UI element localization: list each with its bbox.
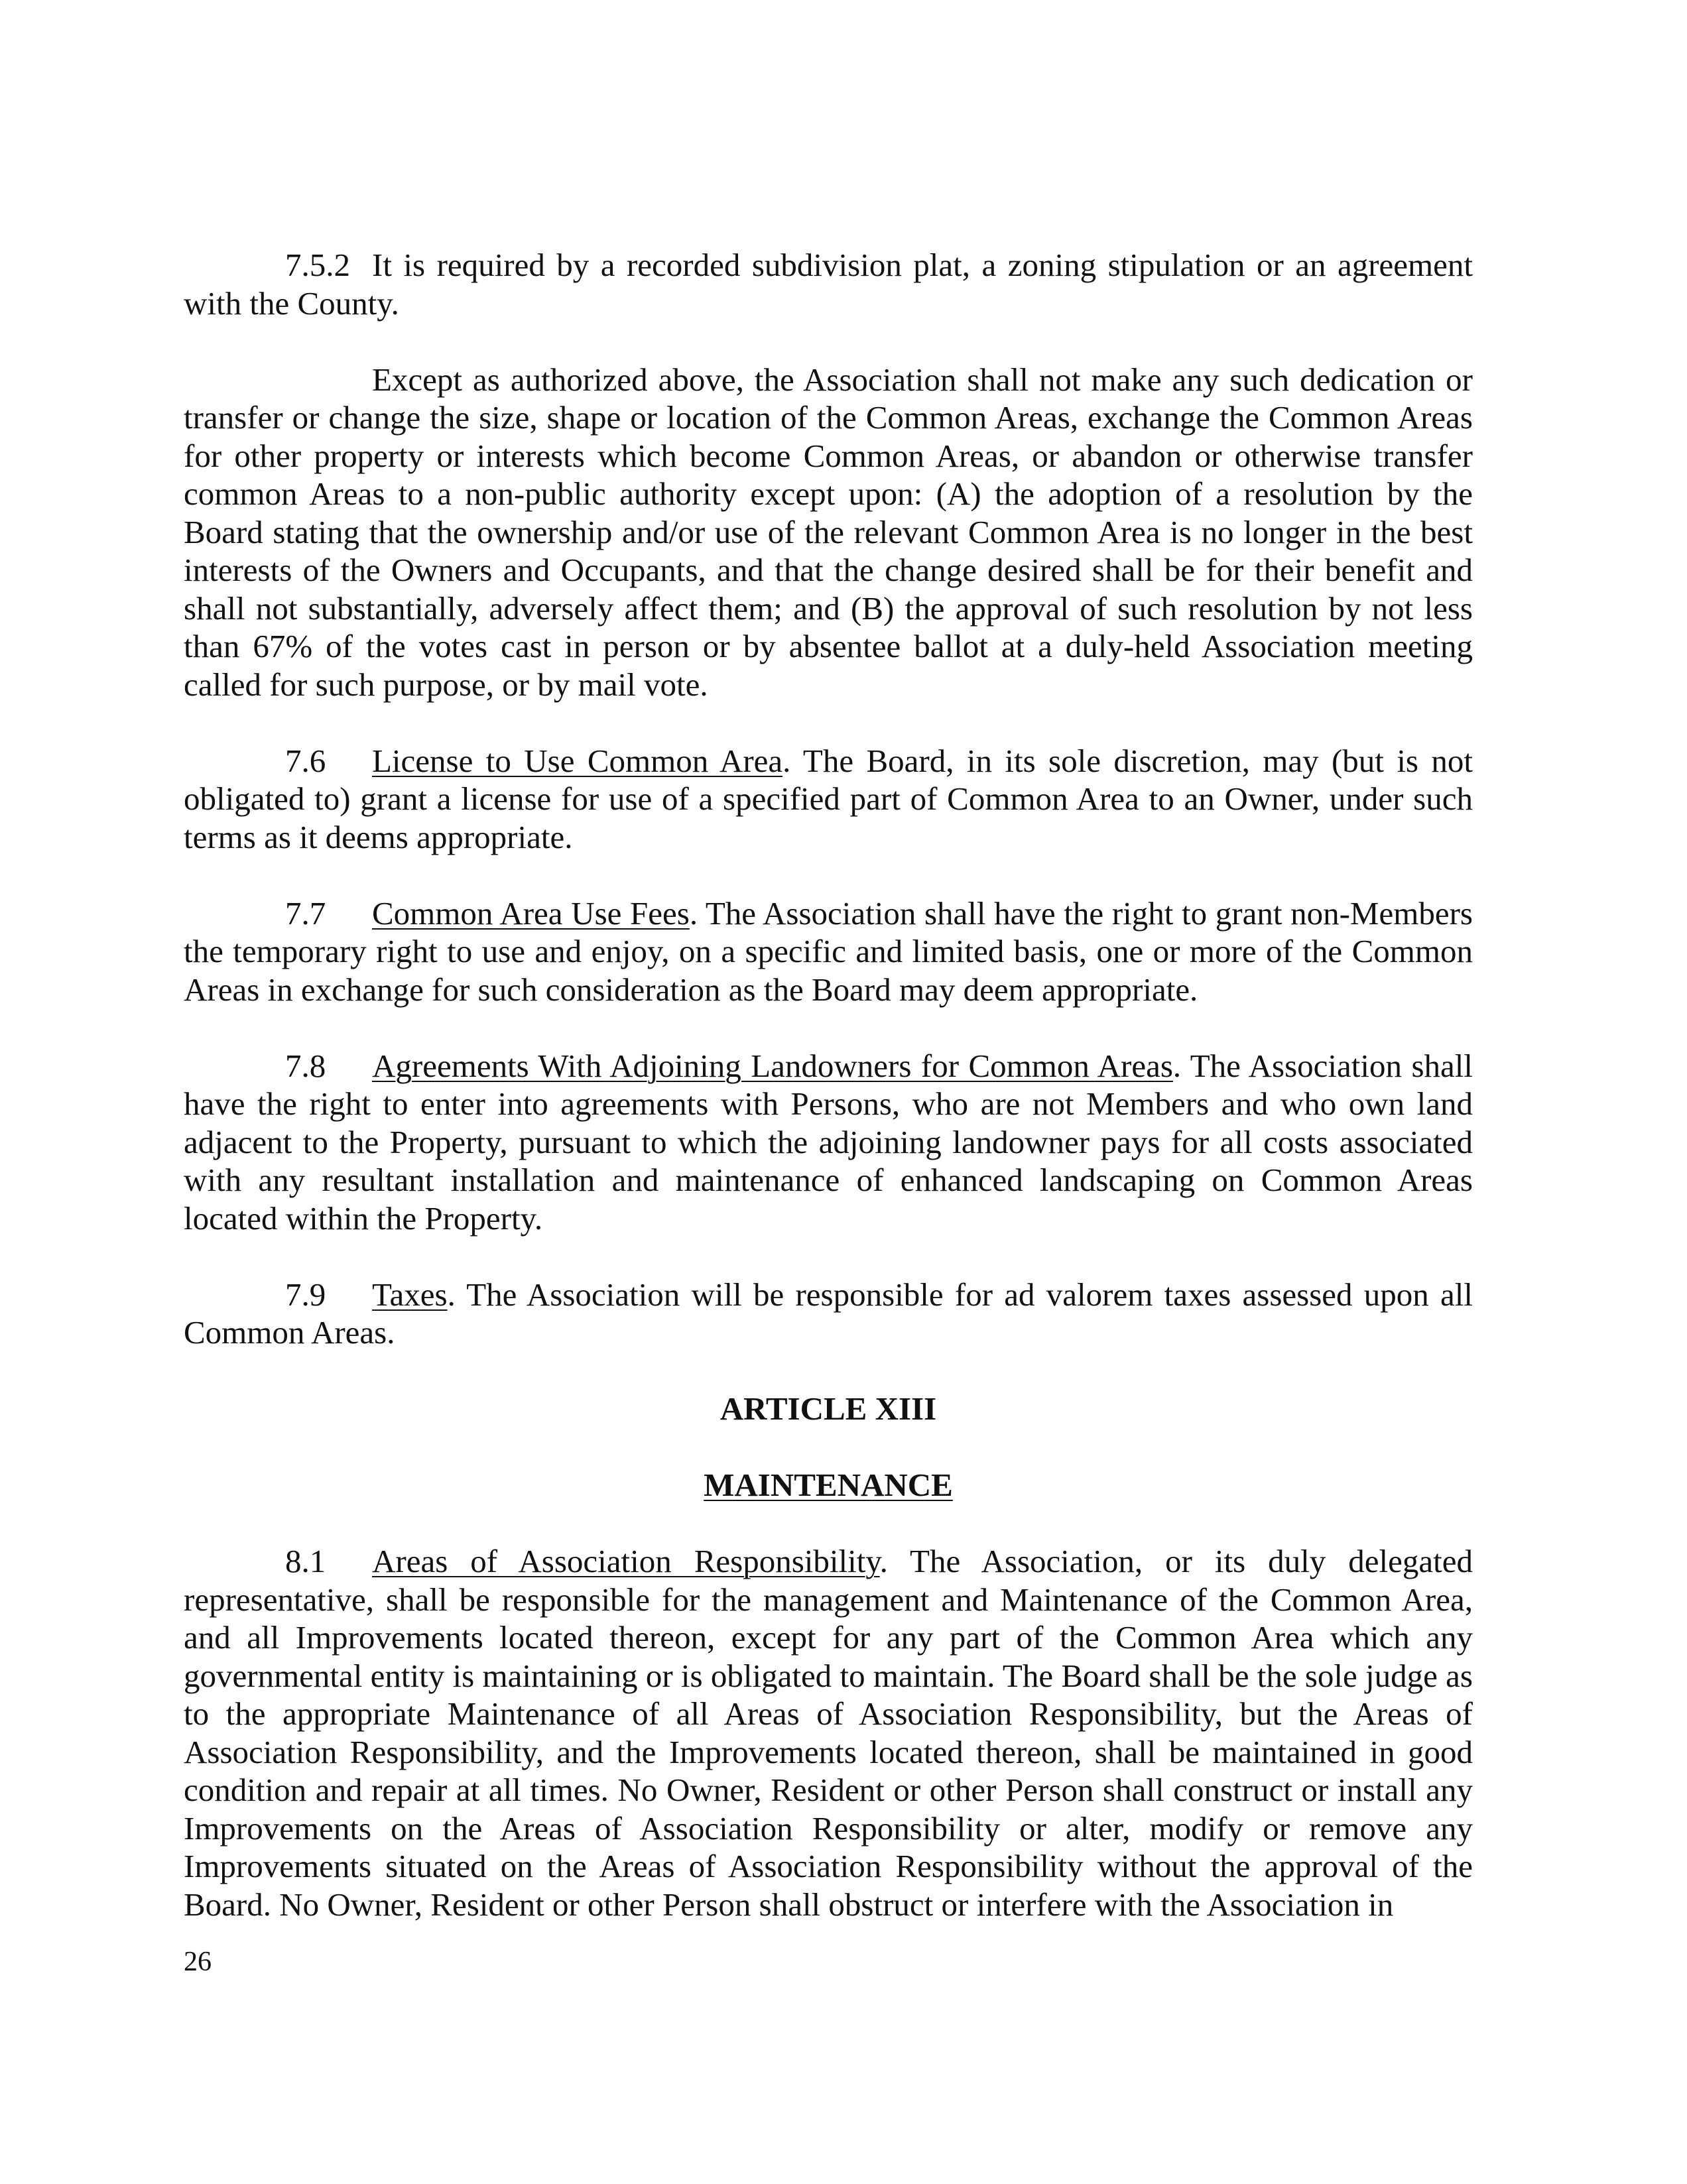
paragraph-8-1	[184, 1542, 1473, 1923]
paragraph-except-as-authorized	[184, 361, 1473, 704]
paragraph-7-8	[184, 1047, 1473, 1238]
section-number: 7.7	[285, 894, 326, 932]
paragraph-text: . The Association shall have the right to enter into agreements with Persons, who are not Members and who own land adjacent to the Property, pursuant to which the adjoining landowner pays for all costs associated with any resultant installation and maintenance of enhanced landscaping on Common Areas located within the Property.	[184, 1047, 1473, 1237]
section-number: 7.9	[285, 1276, 326, 1313]
section-number: 7.8	[285, 1047, 326, 1084]
document-body	[184, 246, 1473, 1923]
section-title: Common Area Use Fees	[372, 894, 690, 932]
section-title: License to Use Common Area	[372, 742, 783, 779]
paragraph-text: Except as authorized above, the Association shall not make any such dedication or transfer or change the size, shape or location of the Common Areas, exchange the Common Areas for other property or interests which become Common Areas, or abandon or otherwise transfer common Areas to a non-public authority except upon: (A) the adoption of a resolution by the Board stating that the ownership and/or use of the relevant Common Area is no longer in the best interests of the Owners and Occupants, and that the change desired shall be for their benefit and shall not substantially, adversely affect them; and (B) the approval of such resolution by not less than 67% of the votes cast in person or by absentee ballot at a duly-held Association meeting called for such purpose, or by mail vote.	[184, 361, 1473, 703]
section-number: 7.5.2	[285, 247, 350, 283]
paragraph-7-9	[184, 1276, 1473, 1352]
page-number: 26	[184, 1947, 212, 1977]
article-title	[184, 1466, 1473, 1504]
section-number: 8.1	[285, 1543, 326, 1579]
article-heading: ARTICLE XIII	[719, 1390, 937, 1427]
paragraph-text: . The Association, or its duly delegated representative, shall be responsible for the management and Maintenance of the Common Area, and all Improvements located thereon, except for any part of the Common Area which any governmental entity is maintaining or is obligated to maintain. The Board shall be the sole judge as to the appropriate Maintenance of all Areas of Association Responsibility, but the Areas of Association Responsibility, and the Improvements located thereon, shall be maintained in good condition and repair at all times. No Owner, Resident or other Person shall construct or install any Improvements on the Areas of Association Responsibility or alter, modify or remove any Improvements situated on the Areas of Association Responsibility without the approval of the Board. No Owner, Resident or other Person shall obstruct or interfere with the Association in	[184, 1543, 1473, 1923]
paragraph-text: It is required by a recorded subdivision plat, a zoning stipulation or an agreement with the County.	[184, 247, 1473, 322]
paragraph-7-7	[184, 894, 1473, 1009]
section-title: Areas of Association Responsibility	[372, 1543, 880, 1579]
article-title-text: MAINTENANCE	[704, 1467, 953, 1503]
paragraph-7-5-2	[184, 246, 1473, 322]
paragraph-text: . The Association shall have the right to grant non-Members the temporary right to use and enjoy, on a specific and limited basis, one or more of the Common Areas in exchange for such consideration as the Board may deem appropriate.	[184, 894, 1473, 1008]
section-number: 7.6	[285, 742, 326, 779]
section-title: Taxes	[372, 1276, 448, 1313]
paragraph-7-6	[184, 742, 1473, 857]
paragraph-text: . The Association will be responsible for ad valorem taxes assessed upon all Common Areas.	[184, 1276, 1473, 1351]
section-title: Agreements With Adjoining Landowners for Common Areas	[372, 1047, 1173, 1084]
paragraph-text: . The Board, in its sole discretion, may (but is not obligated to) grant a license for use of a specified part of Common Area to an Owner, under such terms as it deems appropriate.	[184, 742, 1473, 855]
